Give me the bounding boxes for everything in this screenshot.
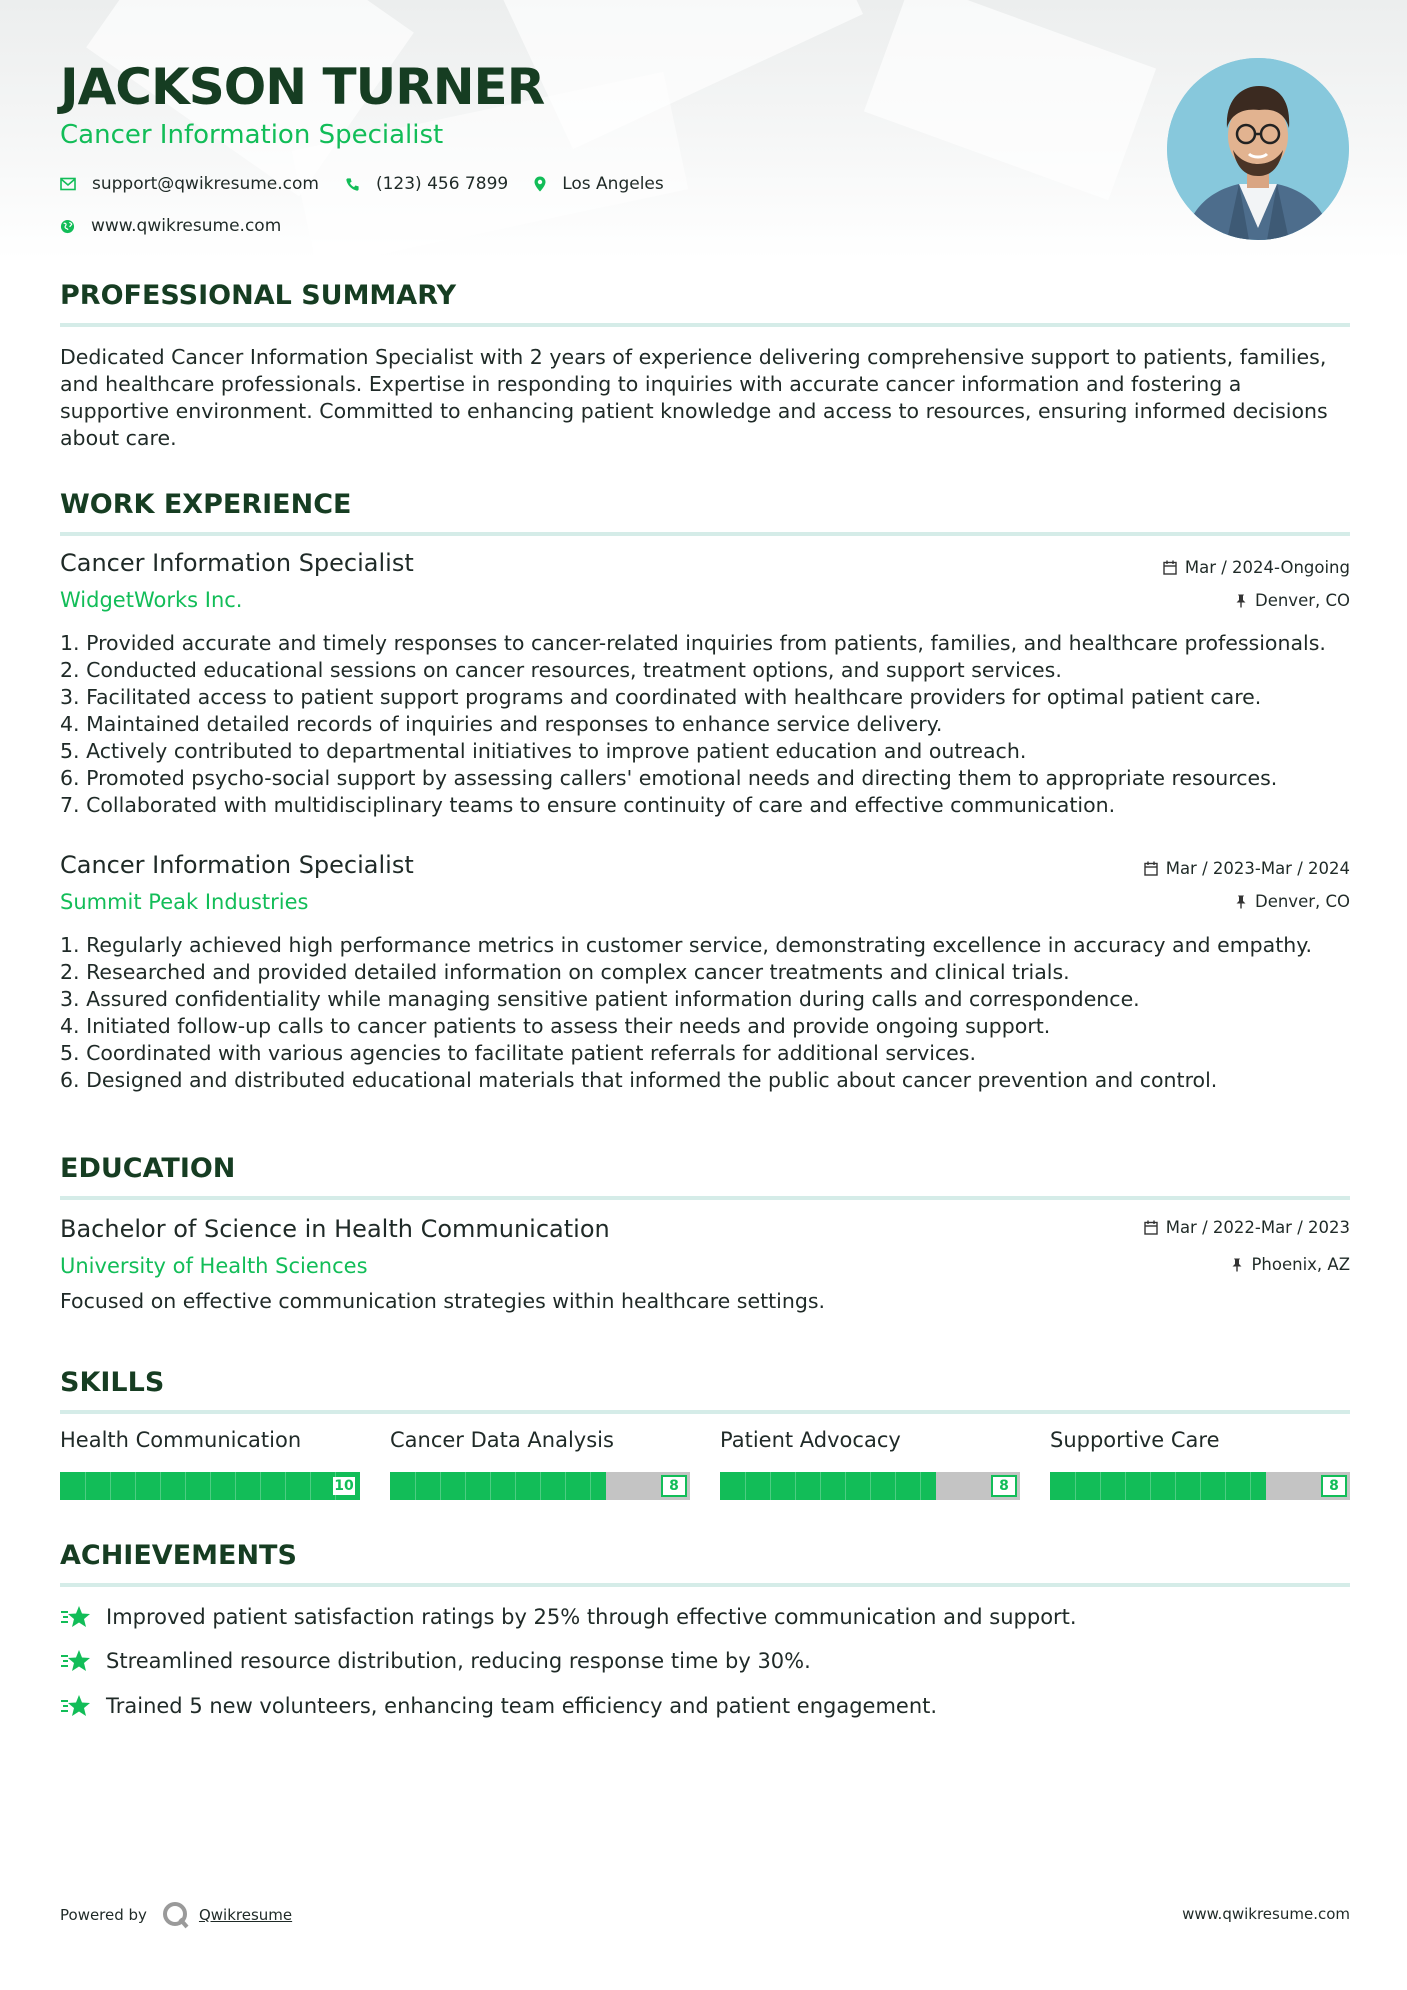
achievement-item: Trained 5 new volunteers, enhancing team efficiency and patient engagement. (60, 1694, 937, 1718)
skill-bar (390, 1472, 690, 1500)
skill-item (60, 1428, 360, 1494)
skill-bar-segment (1125, 1472, 1126, 1500)
list-item: 3. Assured confidentiality while managing sensitive patient information during calls and correspondence. (60, 987, 1140, 1011)
job-title: Cancer Information Specialist (60, 851, 414, 879)
education-school: University of Health Sciences (60, 1254, 368, 1278)
list-item: 1. Regularly achieved high performance metrics in customer service, demonstrating excellence in accuracy and empathy. (60, 933, 1313, 957)
list-item: 5. Coordinated with various agencies to facilitate patient referrals for additional services. (60, 1041, 976, 1065)
list-item: 2. Conducted educational sessions on cancer resources, treatment options, and support services. (60, 658, 1062, 682)
skill-bar-segment (895, 1472, 896, 1500)
skill-bar-segment (920, 1472, 921, 1500)
achievement-item: Streamlined resource distribution, reducing response time by 30%. (60, 1649, 811, 1673)
list-item: 1. Provided accurate and timely responses to cancer-related inquiries from patients, families, and healthcare professionals. (60, 631, 1326, 655)
calendar-icon (1163, 560, 1177, 575)
skill-bar-segment (310, 1472, 311, 1500)
contact-phone[interactable] (345, 174, 508, 194)
skill-label: Health Communication (60, 1428, 302, 1452)
section-title-experience: WORK EXPERIENCE (60, 489, 1350, 536)
skill-bar-fill (720, 1472, 936, 1500)
skill-bar-segment (820, 1472, 821, 1500)
skill-bar-segment (160, 1472, 161, 1500)
skill-bar-segment (770, 1472, 771, 1500)
profile-photo (1167, 58, 1349, 240)
phone-text: (123) 456 7899 (375, 174, 509, 194)
skill-item (390, 1428, 690, 1494)
skill-bar-segment (845, 1472, 846, 1500)
contact-location (534, 174, 664, 194)
skill-bar-segment (540, 1472, 541, 1500)
skill-bar-segment (565, 1472, 566, 1500)
skill-bar-segment (415, 1472, 416, 1500)
job-dates: Mar / 2023-Mar / 2024 (1144, 859, 1350, 878)
map-pin-icon (534, 176, 546, 192)
skill-bar-segment (1100, 1472, 1101, 1500)
website-text: www.qwikresume.com (91, 216, 282, 236)
section-title-skills: SKILLS (60, 1367, 1350, 1414)
skill-item (720, 1428, 1020, 1494)
envelope-icon (60, 177, 76, 191)
star-icon (60, 1605, 92, 1629)
skill-bar-segment (85, 1472, 86, 1500)
education-dates: Mar / 2022-Mar / 2023 (1144, 1218, 1350, 1237)
skill-bar-segment (870, 1472, 871, 1500)
skill-bar-segment (210, 1472, 211, 1500)
skill-score: 8 (661, 1475, 687, 1497)
skill-bar-fill (1050, 1472, 1266, 1500)
job-dates: Mar / 2024-Ongoing (1163, 558, 1350, 577)
list-item: 7. Collaborated with multidisciplinary teams to ensure continuity of care and effective communication. (60, 793, 1116, 817)
candidate-name: JACKSON TURNER (60, 58, 545, 116)
section-title-summary: PROFESSIONAL SUMMARY (60, 280, 1350, 327)
education-location: Phoenix, AZ (1231, 1255, 1350, 1274)
calendar-icon (1144, 861, 1158, 876)
location-text: Los Angeles (562, 174, 664, 194)
section-title-education: EDUCATION (60, 1153, 1350, 1200)
candidate-role: Cancer Information Specialist (60, 120, 444, 150)
job-location: Denver, CO (1235, 892, 1350, 911)
footer-powered-by: Powered by Qwikresume (60, 1900, 292, 1930)
section-title-achievements: ACHIEVEMENTS (60, 1540, 1350, 1587)
list-item: 2. Researched and provided detailed information on complex cancer treatments and clinical trials. (60, 960, 1070, 984)
list-item: 4. Initiated follow-up calls to cancer patients to assess their needs and provide ongoing support. (60, 1014, 1051, 1038)
footer-url[interactable]: www.qwikresume.com (1182, 1905, 1350, 1923)
skill-label: Supportive Care (1050, 1428, 1220, 1452)
skill-bar-segment (1175, 1472, 1176, 1500)
job-bullets (60, 932, 1360, 1094)
skill-bar-segment (1200, 1472, 1201, 1500)
qwikresume-link[interactable]: Qwikresume (198, 1906, 293, 1924)
skill-bar-segment (440, 1472, 441, 1500)
list-item: 4. Maintained detailed records of inquiries and responses to enhance service delivery. (60, 712, 943, 736)
skill-bar-segment (465, 1472, 466, 1500)
job-bullets (60, 630, 1360, 819)
calendar-icon (1144, 1220, 1158, 1235)
skill-bar-fill (390, 1472, 606, 1500)
skill-label: Cancer Data Analysis (390, 1428, 614, 1452)
star-icon (60, 1649, 92, 1673)
skill-bar-segment (490, 1472, 491, 1500)
job-company: Summit Peak Industries (60, 890, 309, 914)
education-description: Focused on effective communication strategies within healthcare settings. (60, 1289, 826, 1313)
job-company: WidgetWorks Inc. (60, 588, 243, 612)
list-item: 6. Promoted psycho-social support by assessing callers' emotional needs and directing them to appropriate resources. (60, 766, 1278, 790)
star-icon (60, 1694, 92, 1718)
skill-bar (720, 1472, 1020, 1500)
skill-bar-segment (795, 1472, 796, 1500)
skill-score: 10 (331, 1475, 357, 1497)
pin-icon (1235, 895, 1247, 909)
job-title: Cancer Information Specialist (60, 549, 414, 577)
pin-icon (1231, 1258, 1243, 1272)
skill-score: 8 (991, 1475, 1017, 1497)
skill-bar-segment (1225, 1472, 1226, 1500)
contact-website[interactable] (60, 216, 281, 236)
phone-icon (345, 177, 360, 192)
skill-bar-segment (135, 1472, 136, 1500)
achievement-item: Improved patient satisfaction ratings by 25% through effective communication and support. (60, 1605, 1077, 1629)
skill-bar-segment (110, 1472, 111, 1500)
list-item: 5. Actively contributed to departmental initiatives to improve patient education and outreach. (60, 739, 1027, 763)
skill-bar (60, 1472, 360, 1500)
job-location: Denver, CO (1235, 591, 1350, 610)
skill-score: 8 (1321, 1475, 1347, 1497)
skill-bar-segment (745, 1472, 746, 1500)
education-degree: Bachelor of Science in Health Communication (60, 1215, 610, 1243)
contact-row (60, 174, 690, 194)
skill-item (1050, 1428, 1350, 1494)
skill-bar (1050, 1472, 1350, 1500)
list-item: 6. Designed and distributed educational materials that informed the public about cancer prevention and control. (60, 1068, 1218, 1092)
skill-bar-segment (1150, 1472, 1151, 1500)
pin-icon (1235, 594, 1247, 608)
contact-email[interactable] (60, 174, 319, 194)
skill-bar-segment (285, 1472, 286, 1500)
globe-icon (60, 219, 75, 234)
contact-row-2 (60, 216, 307, 236)
skill-bar-segment (235, 1472, 236, 1500)
skill-bar-segment (185, 1472, 186, 1500)
skill-bar-segment (1075, 1472, 1076, 1500)
summary-text: Dedicated Cancer Information Specialist with 2 years of experience delivering comprehensive support to patients, families, and healthcare professionals. Expertise in responding to inquiries with accurate cancer information and fostering a supportive environment. Committed to enhancing patient knowledge and access to resources, ensuring informed decisions about care. (60, 345, 1328, 450)
qwikresume-logo-icon (161, 1900, 191, 1930)
skill-label: Patient Advocacy (720, 1428, 901, 1452)
list-item: 3. Facilitated access to patient support programs and coordinated with healthcare providers for optimal patient care. (60, 685, 1262, 709)
skill-bar-segment (515, 1472, 516, 1500)
skill-bar-segment (590, 1472, 591, 1500)
skill-bar-segment (335, 1472, 336, 1500)
skill-bar-segment (260, 1472, 261, 1500)
skill-bar-segment (1250, 1472, 1251, 1500)
email-text: support@qwikresume.com (92, 174, 319, 194)
